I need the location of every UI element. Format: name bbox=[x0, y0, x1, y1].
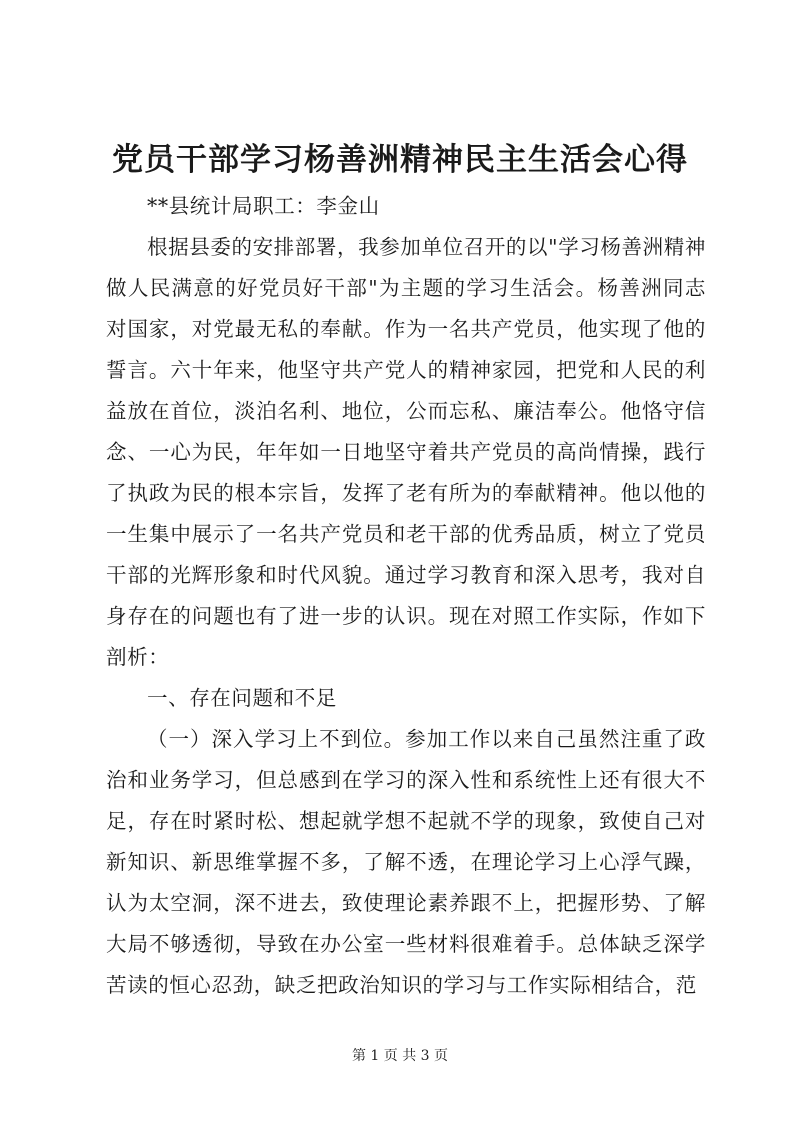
page-footer: 第 1 页 共 3 页 bbox=[351, 1048, 449, 1064]
paragraph-intro: 根据县委的安排部署，我参加单位召开的以"学习杨善洲精神做人民满意的好党员好干部"为主题的学习生活会。杨善洲同志对国家，对党最无私的奉献。作为一名共产党员，他实现了他的誓言。六十年来，他坚守共产党人的精神家园，把党和人民的利益放在首位，淡泊名利、地位，公而忘私、廉洁奉公。他恪守信念、一心为民，年年如一日地坚守着共产党员的高尚情操，践行了执政为民的根本宗旨，发挥了老有所为的奉献精神。他以他的一生集中展示了一名共产党员和老干部的优秀品质，树立了党员干部的光辉形象和时代风貌。通过学习教育和深入思考，我对自身存在的问题也有了进一步的认识。现在对照工作实际，作如下剖析： bbox=[106, 235, 706, 669]
paragraph-item-1: （一）深入学习上不到位。参加工作以来自己虽然注重了政治和业务学习，但总感到在学习的深入性和系统性上还有很大不足，存在时紧时松、想起就学想不起就不学的现象，致使自己对新知识、新思维掌握不多，了解不透，在理论学习上心浮气躁，认为太空洞，深不进去，致使理论素养跟不上，把握形势、了解大局不够透彻，导致在办公室一些材料很难着手。总体缺乏深学苦读的恒心忍劲，缺乏把政治知识的学习与工作实际相结合，范 bbox=[106, 727, 706, 997]
section-heading: 一、存在问题和不足 bbox=[147, 686, 337, 710]
author-line: **县统计局职工：李金山 bbox=[147, 194, 380, 218]
document-title: 党员干部学习杨善洲精神民主生活会心得 bbox=[112, 142, 688, 178]
document-body bbox=[106, 186, 706, 1006]
